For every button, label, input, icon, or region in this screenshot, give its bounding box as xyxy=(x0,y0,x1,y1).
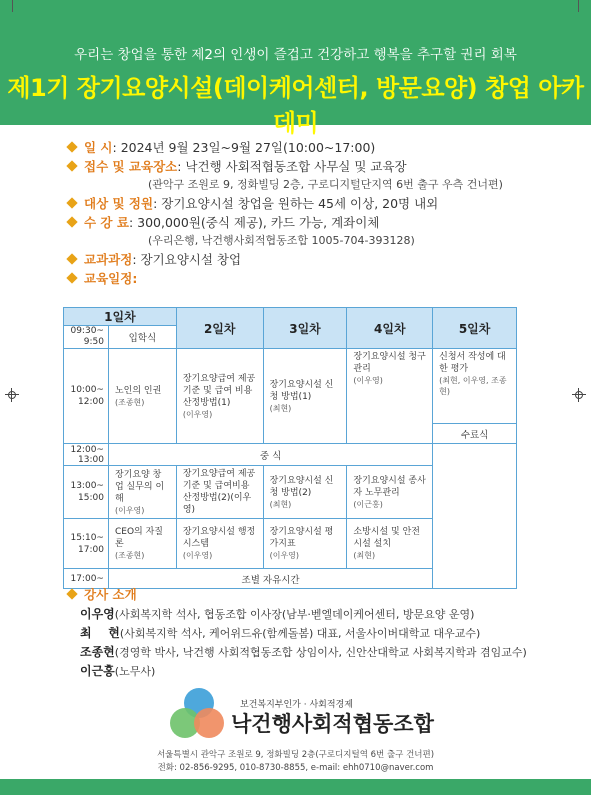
schedule-cell: 장기요양 창업 실무의 이해 (이우영) xyxy=(108,466,176,519)
free-time-cell: 조별 자유시간 xyxy=(108,569,432,589)
day-header: 2일차 xyxy=(176,308,263,349)
empty-cell xyxy=(433,444,517,589)
diamond-bullet-icon xyxy=(66,272,77,283)
page-title: 제1기 장기요양시설(데이케어센터, 방문요양) 창업 아카데미 xyxy=(7,74,584,137)
info-place-detail: (관악구 조원로 9, 정화빌딩 2층, 구로디지털단지역 6번 출구 우측 건너편) xyxy=(148,178,503,191)
header-subtitle: 우리는 창업을 통한 제2의 인생이 즐겁고 건강하고 행복을 추구할 권리 회복 xyxy=(74,47,517,63)
schedule-cell: 장기요양급여 제공 기준 및 급여비용 산정방법(2)(이우영) xyxy=(176,466,263,519)
diamond-bullet-icon xyxy=(66,216,77,227)
time-cell: 17:00~ xyxy=(64,569,109,589)
crop-mark xyxy=(578,0,579,12)
schedule-cell: 장기요양급여 제공기준 및 급여 비용 산정방법(1) (이우영) xyxy=(176,349,263,444)
time-cell: 12:00~ 13:00 xyxy=(64,444,109,466)
info-fee-detail: (우리은행, 낙건행사회적협동조합 1005-704-393128) xyxy=(148,234,415,247)
org-contact: 전화: 02-856-9295, 010-8730-8855, e-mail: ehh0710@naver.com xyxy=(157,763,434,773)
lecturer-item: 이우영(사회복지학 석사, 협동조합 이사장(남부·벧엘데이케어센터, 방문요양 운영) xyxy=(80,607,475,621)
schedule-cell: 장기요양시설 신청 방법(1) (최현) xyxy=(263,349,347,444)
diamond-bullet-icon xyxy=(66,160,77,171)
info-schedule: 교육일정: xyxy=(68,269,568,288)
lecturer-item: 이근홍(노무사) xyxy=(80,664,156,678)
registration-mark-right-icon xyxy=(572,388,586,402)
time-cell: 09:30~ 9:50 xyxy=(64,326,109,349)
time-cell: 13:00~ 15:00 xyxy=(64,466,109,519)
course-info xyxy=(68,138,568,288)
time-cell: 10:00~ 12:00 xyxy=(64,349,109,444)
lunch-cell: 중 식 xyxy=(108,444,432,466)
org-name: 낙건행사회적협동조합 xyxy=(231,712,434,736)
info-target: 대상 및 정원: 장기요양시설 창업을 원하는 45세 이상, 20명 내외 xyxy=(68,194,568,213)
schedule-cell: 입학식 xyxy=(108,326,176,349)
day-header: 1일차 xyxy=(64,308,177,326)
day-header: 4일차 xyxy=(347,308,433,349)
lecturer-item: 조종현(경영학 박사, 낙건행 사회적협동조합 상임이사, 신안산대학교 사회복지학과 겸임교수) xyxy=(80,645,527,659)
info-course: 교과과정: 장기요양시설 창업 xyxy=(68,250,568,269)
schedule-cell: 노인의 인권 (조종현) xyxy=(108,349,176,444)
org-tagline: 보건복지부인가 · 사회적경제 xyxy=(240,700,353,710)
day-header: 5일차 xyxy=(433,308,517,349)
diamond-bullet-icon xyxy=(66,197,77,208)
diamond-bullet-icon xyxy=(66,588,77,599)
time-cell: 15:10~ 17:00 xyxy=(64,519,109,569)
schedule-cell: 장기요양시설 종사자 노무관리 (이근홍) xyxy=(347,466,433,519)
day-header: 3일차 xyxy=(263,308,347,349)
lecturer-item: 최 현(사회복지학 석사, 케어위드유(함께돌봄) 대표, 서울사이버대학교 대우교수) xyxy=(80,626,481,640)
schedule-cell: 장기요양시설 신청 방법(2) (최현) xyxy=(263,466,347,519)
schedule-cell: CEO의 자질론 (조종현) xyxy=(108,519,176,569)
schedule-cell: 신청서 작성에 대한 평가 (최현, 이우영, 조종현) xyxy=(433,349,517,424)
info-fee: 수 강 료: 300,000원(중식 제공), 카드 가능, 계좌이체 xyxy=(68,213,568,232)
schedule-cell: 장기요양시설 평가지표 (이우영) xyxy=(263,519,347,569)
registration-mark-left-icon xyxy=(5,388,19,402)
org-logo-icon xyxy=(170,688,230,748)
diamond-bullet-icon xyxy=(66,141,77,152)
schedule-cell: 장기요양시설 행정시스템 (이우영) xyxy=(176,519,263,569)
lecturer-heading: 강사 소개 xyxy=(68,585,578,605)
schedule-cell: 장기요양시설 청구관리 (이우영) xyxy=(347,349,433,444)
schedule-cell: 소방시설 및 안전 시설 설치 (최현) xyxy=(347,519,433,569)
schedule-cell: 수료식 xyxy=(433,424,517,444)
info-place: 접수 및 교육장소: 낙건행 사회적협동조합 사무실 및 교육장 xyxy=(68,157,568,176)
footer-bar xyxy=(0,779,591,795)
info-date: 일 시: 2024년 9월 23일~9월 27일(10:00~17:00) xyxy=(68,138,568,157)
crop-mark xyxy=(12,0,13,12)
org-address: 서울특별시 관악구 조원로 9, 정화빌딩 2층(구로디지털역 6번 출구 건너편) xyxy=(156,750,435,760)
lecturer-section xyxy=(68,585,578,681)
header-banner xyxy=(0,0,591,137)
schedule-table xyxy=(63,307,517,589)
diamond-bullet-icon xyxy=(66,253,77,264)
